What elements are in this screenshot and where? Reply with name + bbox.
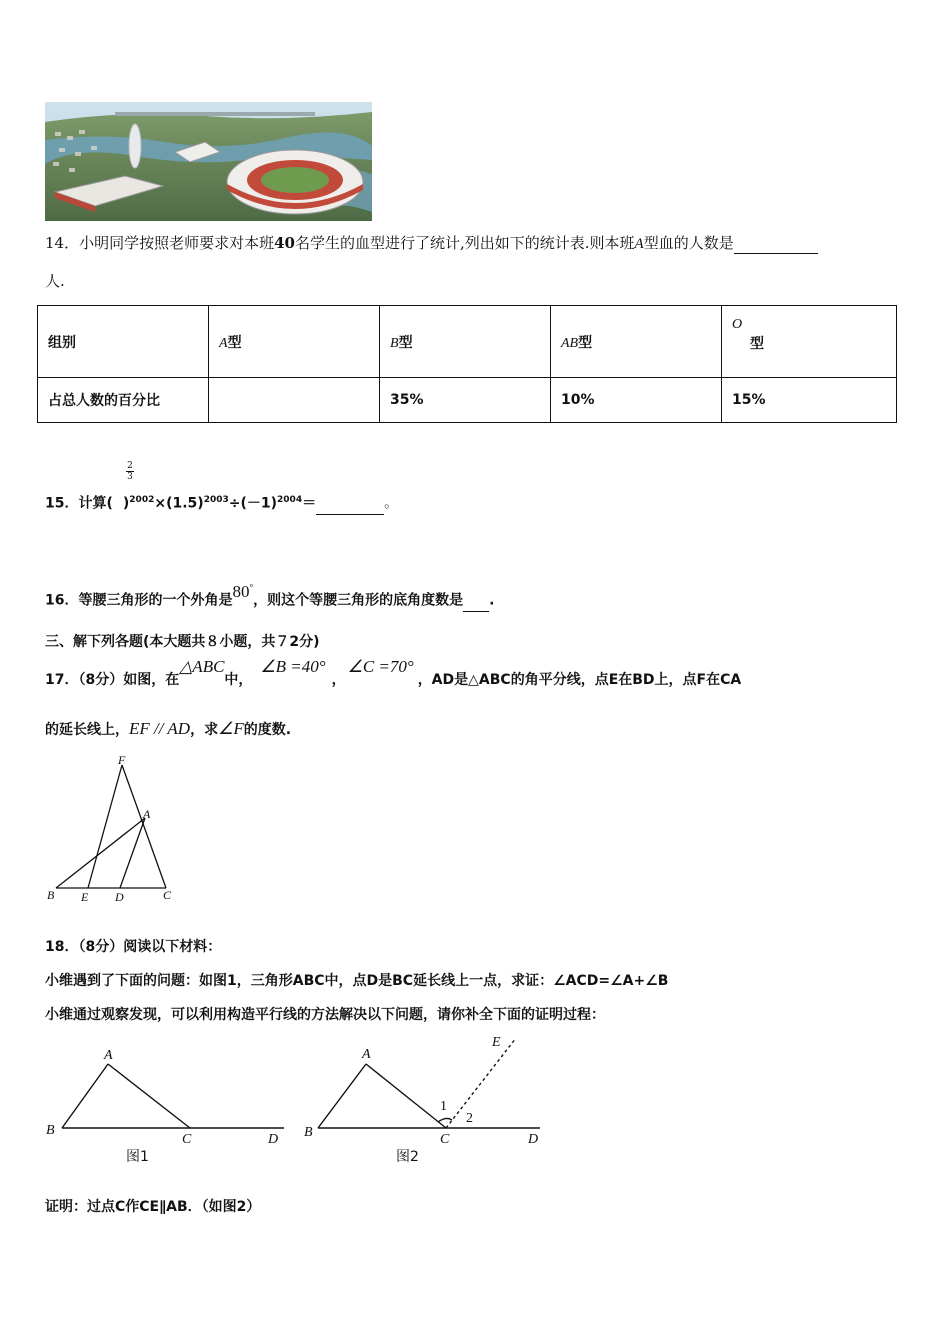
q14-answer-blank[interactable] <box>734 233 818 254</box>
fig1-line-ac <box>108 1064 190 1128</box>
q15-line <box>45 490 398 515</box>
q17-line2 <box>45 719 291 740</box>
q14-text-before: ．小明同学按照老师要求对本班 <box>64 234 275 252</box>
table-cell-b: 35% <box>380 378 551 423</box>
q16-line <box>45 581 495 612</box>
fig2-line-ac <box>366 1064 446 1128</box>
q14-text-mid: 名学生的血型进行了统计,列出如下的统计表.则本班 <box>294 234 635 252</box>
table-cell-o: 15% <box>722 378 897 423</box>
q17-triangle: △ABC <box>179 657 225 676</box>
fig2-label-e: E <box>492 1035 501 1050</box>
section3-title: 三、解下列各题(本大题共８小题，共７2分) <box>45 634 320 650</box>
fig2-line-ab <box>318 1064 366 1128</box>
q15-end: 。 <box>384 495 399 512</box>
q17-line2-mid: ，求 <box>190 722 219 738</box>
label-c: C <box>163 888 172 902</box>
fig1-label-d: D <box>268 1132 279 1147</box>
q16-answer-blank[interactable] <box>463 591 489 612</box>
q16-angle: 80° <box>232 581 254 601</box>
q15-exp3: 2004 <box>277 495 303 505</box>
fig2-angle-arc <box>438 1118 452 1122</box>
fig2-angle-1: 1 <box>440 1099 447 1114</box>
fig2-label-c: C <box>440 1132 450 1147</box>
q16-end: . <box>489 592 495 609</box>
q14-line1 <box>45 233 818 254</box>
q15-paren-close: ) <box>122 495 130 512</box>
q17-angle-b: ∠B =40° <box>260 657 326 676</box>
q15-answer-blank[interactable] <box>316 494 384 515</box>
q17-text-after: ，AD是△ABC的角平分线，点E在BD上，点F在CA <box>417 672 742 688</box>
q15-exp1: 2002 <box>129 495 155 505</box>
fig1-label-c: C <box>182 1132 192 1147</box>
table-row <box>38 378 897 423</box>
label-e: E <box>81 890 89 904</box>
table-cell-a[interactable] <box>209 378 380 423</box>
q17-line2-end: 的度数. <box>243 722 292 738</box>
fig1-label-a: A <box>104 1048 113 1063</box>
q17-line2-before: 的延长线上， <box>45 722 129 738</box>
q17-angle-c: ∠C =70° <box>347 657 414 676</box>
stadium-aerial-photo <box>45 102 372 221</box>
q17-number: 17．（8分）如图，在 <box>45 672 180 688</box>
table-header-a: A型 <box>209 306 380 378</box>
q17-parallel: EF // AD <box>129 719 191 738</box>
q15-frac-den: 3 <box>127 472 133 482</box>
fig1-caption: 图1 <box>126 1149 149 1165</box>
line-fc <box>122 765 166 888</box>
q18-figure1 <box>44 1044 294 1174</box>
q15-frac-num: 2 <box>127 461 133 471</box>
q15-mid1: ×(1.5) <box>154 495 204 512</box>
label-f: F <box>118 753 126 767</box>
fig2-label-a: A <box>362 1047 371 1062</box>
fig2-angle-2: 2 <box>466 1111 473 1126</box>
fig2-label-d: D <box>528 1132 539 1147</box>
q15-fraction <box>126 461 134 482</box>
line-fe <box>88 765 122 888</box>
q18-line2: 小维通过观察发现，可以利用构造平行线的方法解决以下问题，请你补全下面的证明过程： <box>45 1007 605 1023</box>
blood-type-table <box>37 305 897 423</box>
q18-figure2 <box>300 1030 550 1174</box>
q17-angle-f: ∠F <box>218 719 244 738</box>
line-ba <box>56 818 145 888</box>
q16-text-before: 等腰三角形的一个外角是 <box>78 592 233 609</box>
fig2-line-ce <box>446 1038 516 1128</box>
fig1-line-ab <box>62 1064 108 1128</box>
q15-exp2: 2003 <box>203 495 229 505</box>
table-header-b: B型 <box>380 306 551 378</box>
fig1-label-b: B <box>46 1123 55 1138</box>
q16-number: 16． <box>45 592 79 609</box>
q18-line1: 小维遇到了下面的问题：如图1，三角形ABC中，点D是BC延长线上一点，求证：∠ACD=∠A+∠B <box>45 973 669 989</box>
fig2-label-b: B <box>304 1125 313 1140</box>
q15-number: 15．计算 <box>45 495 107 512</box>
q16-text-after: ，则这个等腰三角形的底角度数是 <box>253 592 464 609</box>
q14-var-a: A <box>634 236 644 252</box>
label-a: A <box>143 807 151 821</box>
table-cell-ab: 10% <box>551 378 722 423</box>
label-d: D <box>115 890 124 904</box>
q17-comma: ， <box>331 672 346 688</box>
table-row-label: 占总人数的百分比 <box>38 378 209 423</box>
table-header-group: 组别 <box>38 306 209 378</box>
q17-triangle-figure <box>44 752 184 907</box>
q15-paren-open: ( <box>106 495 113 512</box>
q14-number: 14 <box>45 234 65 252</box>
q15-eq: ＝ <box>302 495 317 512</box>
fig2-caption: 图2 <box>396 1149 419 1165</box>
q15-mid2: ÷(－1) <box>228 495 278 512</box>
table-header-row <box>38 306 897 378</box>
label-b: B <box>47 888 55 902</box>
table-header-ab: AB型 <box>551 306 722 378</box>
q14-text-end: 型血的人数是 <box>643 234 734 252</box>
q14-student-count: 40 <box>274 234 295 252</box>
table-header-o: O 型 <box>722 306 897 378</box>
q17-line1 <box>45 657 742 690</box>
q18-proof: 证明：过点C作CE∥AB．（如图2） <box>45 1199 261 1215</box>
q14-unit: 人. <box>45 272 65 290</box>
q17-in: 中， <box>224 672 253 688</box>
q18-title: 18．（8分）阅读以下材料： <box>45 939 222 955</box>
